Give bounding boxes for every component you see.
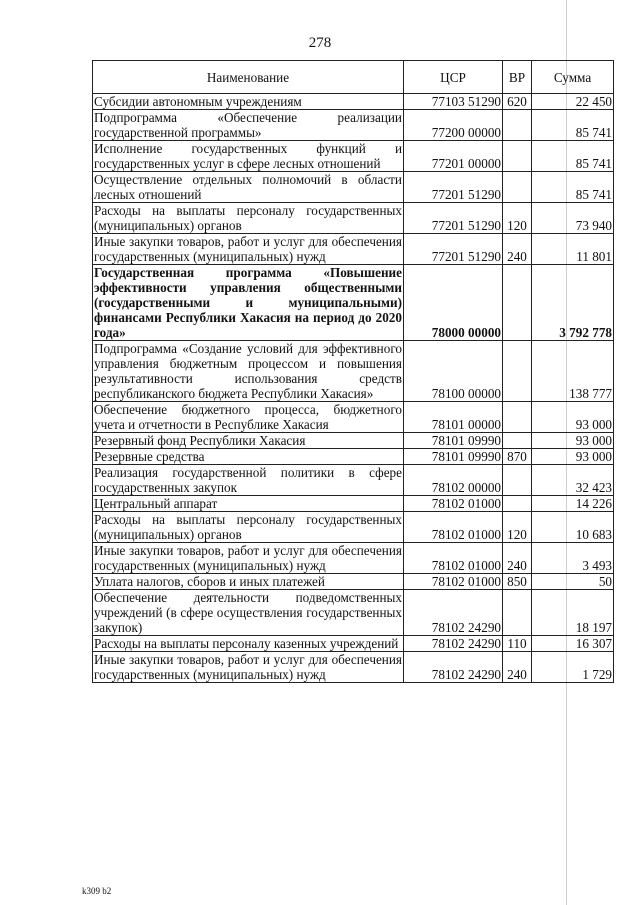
row-name: Расходы на выплаты персоналу государственных (муниципальных) органов (94, 512, 402, 542)
table-row (93, 433, 614, 449)
row-csr: 78000 00000 (404, 265, 503, 341)
row-name: Расходы на выплаты персоналу казенных учреждений (93, 636, 404, 652)
row-vr: 620 (503, 94, 532, 110)
table-row (93, 341, 614, 402)
table-row (93, 449, 614, 465)
row-sum: 22 450 (532, 94, 614, 110)
table-row (93, 652, 614, 683)
row-name: Обеспечение бюджетного процесса, бюджетного учета и отчетности в Республике Хакасия (94, 402, 402, 432)
row-csr: 77200 00000 (404, 110, 503, 141)
row-sum: 85 741 (532, 141, 614, 172)
row-sum: 73 940 (532, 203, 614, 234)
row-csr: 78102 01000 (404, 512, 503, 543)
row-vr (503, 433, 532, 449)
row-vr (503, 265, 532, 341)
budget-table-container (92, 60, 614, 683)
row-vr (503, 496, 532, 512)
table-row (93, 172, 614, 203)
row-sum: 1 729 (532, 652, 614, 683)
table-row (93, 465, 614, 496)
row-sum: 138 777 (532, 341, 614, 402)
row-vr: 870 (503, 449, 532, 465)
row-csr: 78101 00000 (404, 402, 503, 433)
row-vr (503, 110, 532, 141)
header-name: Наименование (93, 61, 404, 94)
header-vr: ВР (503, 61, 532, 94)
row-sum: 85 741 (532, 110, 614, 141)
row-vr: 240 (503, 234, 532, 265)
header-csr: ЦСР (404, 61, 503, 94)
row-vr: 850 (503, 574, 532, 590)
row-vr: 110 (503, 636, 532, 652)
row-name: Уплата налогов, сборов и иных платежей (93, 574, 404, 590)
row-vr (503, 341, 532, 402)
table-row (93, 543, 614, 574)
row-vr: 120 (503, 203, 532, 234)
budget-table (92, 60, 614, 683)
row-name: Резервный фонд Республики Хакасия (93, 433, 404, 449)
row-name: Подпрограмма «Создание условий для эффективного управления бюджетным процессом и повышения результативности использования средств республиканского бюджета Республики Хакасия» (94, 341, 402, 401)
row-csr: 77201 51290 (404, 172, 503, 203)
row-name: Обеспечение деятельности подведомственных учреждений (в сфере осуществления государственных закупок) (94, 590, 402, 635)
row-name: Центральный аппарат (93, 496, 404, 512)
table-row (93, 203, 614, 234)
row-name: Осуществление отдельных полномочий в области лесных отношений (94, 172, 402, 202)
row-csr: 77201 51290 (404, 234, 503, 265)
row-sum: 93 000 (532, 433, 614, 449)
row-csr: 77201 00000 (404, 141, 503, 172)
row-name: Субсидии автономным учреждениям (93, 94, 404, 110)
row-csr: 77103 51290 (404, 94, 503, 110)
row-csr: 78102 24290 (404, 636, 503, 652)
table-row (93, 110, 614, 141)
table-row (93, 590, 614, 636)
row-sum: 10 683 (532, 512, 614, 543)
table-row (93, 94, 614, 110)
table-row (93, 265, 614, 341)
table-row (93, 512, 614, 543)
table-row (93, 636, 614, 652)
row-sum: 18 197 (532, 590, 614, 636)
row-name: Иные закупки товаров, работ и услуг для обеспечения государственных (муниципальных) нужд (94, 543, 402, 573)
row-csr: 77201 51290 (404, 203, 503, 234)
table-body (93, 94, 614, 683)
row-vr (503, 402, 532, 433)
row-csr: 78102 01000 (404, 574, 503, 590)
row-csr: 78102 01000 (404, 543, 503, 574)
row-csr: 78102 00000 (404, 465, 503, 496)
row-vr (503, 465, 532, 496)
row-sum: 14 226 (532, 496, 614, 512)
row-vr: 240 (503, 543, 532, 574)
footer-code: k309 b2 (82, 886, 112, 896)
row-name: Реализация государственной политики в сфере государственных закупок (94, 465, 402, 495)
row-sum: 16 307 (532, 636, 614, 652)
table-header-row (93, 61, 614, 94)
row-name: Резервные средства (93, 449, 404, 465)
row-sum: 3 493 (532, 543, 614, 574)
row-name: Государственная программа «Повышение эффективности управления общественными (государственными и муниципальными) финансами Республики Хакасия на период до 2020 года» (94, 265, 402, 340)
row-sum: 93 000 (532, 402, 614, 433)
row-name: Иные закупки товаров, работ и услуг для обеспечения государственных (муниципальных) нужд (94, 652, 402, 682)
row-name: Расходы на выплаты персоналу государственных (муниципальных) органов (94, 203, 402, 233)
row-vr (503, 172, 532, 203)
row-csr: 78101 09990 (404, 433, 503, 449)
row-name: Подпрограмма «Обеспечение реализации государственной программы» (94, 110, 402, 140)
row-vr: 120 (503, 512, 532, 543)
row-name: Исполнение государственных функций и государственных услуг в сфере лесных отношений (94, 141, 402, 171)
page-number: 278 (308, 35, 332, 51)
row-sum: 11 801 (532, 234, 614, 265)
row-sum: 3 792 778 (532, 265, 614, 341)
table-row (93, 496, 614, 512)
table-row (93, 141, 614, 172)
row-name: Иные закупки товаров, работ и услуг для обеспечения государственных (муниципальных) нужд (94, 234, 402, 264)
row-csr: 78100 00000 (404, 341, 503, 402)
row-sum: 32 423 (532, 465, 614, 496)
row-sum: 85 741 (532, 172, 614, 203)
row-csr: 78102 24290 (404, 590, 503, 636)
row-sum: 93 000 (532, 449, 614, 465)
row-vr: 240 (503, 652, 532, 683)
table-row (93, 402, 614, 433)
table-row (93, 234, 614, 265)
table-row (93, 574, 614, 590)
row-csr: 78101 09990 (404, 449, 503, 465)
row-csr: 78102 24290 (404, 652, 503, 683)
row-vr (503, 141, 532, 172)
header-sum: Сумма (532, 61, 614, 94)
row-vr (503, 590, 532, 636)
row-sum: 50 (532, 574, 614, 590)
row-csr: 78102 01000 (404, 496, 503, 512)
